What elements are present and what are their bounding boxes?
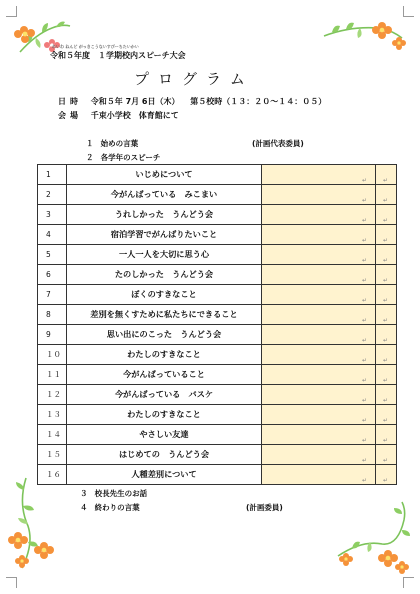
crop-mark-bottom-left — [6, 577, 17, 588]
speech-table-body — [38, 165, 397, 485]
table-row — [38, 225, 397, 245]
crop-mark-bottom-right — [403, 577, 414, 588]
speech-number: １１ — [38, 365, 67, 385]
cell-end-mark: ↵ — [382, 217, 388, 224]
speech-number: １５ — [38, 445, 67, 465]
cell-end-mark: ↵ — [361, 217, 367, 224]
cell-end-mark: ↵ — [361, 257, 367, 264]
cell-end-mark: ↵ — [382, 277, 388, 284]
speaker-class-cell — [262, 365, 376, 385]
speaker-name-cell — [376, 225, 397, 245]
flower-decoration-bottom-left-icon — [8, 474, 70, 574]
agenda-responsible: (計画委員) — [246, 503, 283, 512]
place-value: 千束小学校 体育館にて — [90, 111, 179, 120]
speech-title: 一人一人を大切に思う心 — [67, 245, 262, 265]
table-row — [38, 405, 397, 425]
agenda-item-opening — [86, 138, 386, 149]
speaker-name-cell — [376, 445, 397, 465]
cell-end-mark: ↵ — [382, 437, 388, 444]
table-row — [38, 465, 397, 485]
speaker-name-cell — [376, 425, 397, 445]
speaker-class-cell — [262, 185, 376, 205]
speech-title: 今がんばっていること — [67, 365, 262, 385]
agenda-number: １ — [86, 139, 94, 148]
agenda-number: ２ — [86, 153, 94, 162]
speaker-class-cell — [262, 385, 376, 405]
date-info-row — [58, 96, 326, 107]
table-row — [38, 325, 397, 345]
speech-number: 8 — [38, 305, 67, 325]
agenda-item-principal-talk — [80, 488, 147, 499]
speaker-name-cell — [376, 285, 397, 305]
period-value: 第５校時（１３：２０～１４：０５） — [190, 97, 327, 106]
flower-decoration-top-right-icon — [322, 14, 408, 54]
speech-number: 9 — [38, 325, 67, 345]
table-row — [38, 385, 397, 405]
speaker-class-cell — [262, 325, 376, 345]
speaker-name-cell — [376, 165, 397, 185]
table-row — [38, 165, 397, 185]
speech-number: 1 — [38, 165, 67, 185]
speaker-name-cell — [376, 365, 397, 385]
cell-end-mark: ↵ — [382, 417, 388, 424]
date-value: 令和５年 7月 6日（木） — [90, 97, 180, 106]
speaker-name-cell — [376, 345, 397, 365]
speech-title: いじめについて — [67, 165, 262, 185]
cell-end-mark: ↵ — [382, 457, 388, 464]
cell-end-mark: ↵ — [382, 477, 388, 484]
speech-title: うれしかった うんどう会 — [67, 205, 262, 225]
speaker-name-cell — [376, 185, 397, 205]
cell-end-mark: ↵ — [361, 337, 367, 344]
speech-table — [37, 164, 397, 485]
cell-end-mark: ↵ — [361, 457, 367, 464]
speaker-name-cell — [376, 265, 397, 285]
event-title-text: 令和５年度 １学期校内スピーチ大会 — [50, 51, 186, 60]
agenda-text: 始めの言葉 — [100, 139, 139, 148]
cell-end-mark: ↵ — [361, 417, 367, 424]
speech-number: 6 — [38, 265, 67, 285]
cell-end-mark: ↵ — [382, 377, 388, 384]
speech-number: 5 — [38, 245, 67, 265]
speech-title: たのしかった うんどう会 — [67, 265, 262, 285]
speech-title: やさしい友達 — [67, 425, 262, 445]
cell-end-mark: ↵ — [361, 377, 367, 384]
cell-end-mark: ↵ — [361, 237, 367, 244]
cell-end-mark: ↵ — [361, 177, 367, 184]
speaker-class-cell — [262, 345, 376, 365]
speech-title: ぼくのすきなこと — [67, 285, 262, 305]
table-row — [38, 365, 397, 385]
cell-end-mark: ↵ — [361, 277, 367, 284]
speech-number: 4 — [38, 225, 67, 245]
speech-title: 差別を無くすために私たちにできること — [67, 305, 262, 325]
speaker-class-cell — [262, 285, 376, 305]
speech-number: 2 — [38, 185, 67, 205]
program-title: プログラム — [134, 70, 254, 88]
place-label: 会場 — [58, 111, 82, 120]
cell-end-mark: ↵ — [382, 197, 388, 204]
cell-end-mark: ↵ — [361, 197, 367, 204]
agenda-item-closing — [80, 502, 380, 513]
place-info-row — [58, 110, 179, 121]
speaker-class-cell — [262, 445, 376, 465]
speaker-class-cell — [262, 205, 376, 225]
speaker-name-cell — [376, 465, 397, 485]
cell-end-mark: ↵ — [361, 437, 367, 444]
speaker-class-cell — [262, 265, 376, 285]
agenda-text: 校長先生のお話 — [94, 489, 148, 498]
agenda-number: ３ — [80, 489, 88, 498]
speaker-name-cell — [376, 405, 397, 425]
cell-end-mark: ↵ — [361, 397, 367, 404]
speaker-class-cell — [262, 245, 376, 265]
cell-end-mark: ↵ — [361, 297, 367, 304]
cell-end-mark: ↵ — [382, 317, 388, 324]
speaker-class-cell — [262, 405, 376, 425]
cell-end-mark: ↵ — [382, 397, 388, 404]
agenda-responsible: (計画代表委員) — [252, 139, 304, 148]
table-row — [38, 305, 397, 325]
table-row — [38, 265, 397, 285]
speaker-name-cell — [376, 205, 397, 225]
cell-end-mark: ↵ — [382, 357, 388, 364]
speaker-class-cell — [262, 305, 376, 325]
event-title — [50, 44, 186, 61]
date-label: 日時 — [58, 97, 82, 106]
table-row — [38, 205, 397, 225]
cell-end-mark: ↵ — [382, 177, 388, 184]
table-row — [38, 285, 397, 305]
speech-title: わたしのすきなこと — [67, 405, 262, 425]
cell-end-mark: ↵ — [361, 317, 367, 324]
speaker-class-cell — [262, 225, 376, 245]
agenda-number: ４ — [80, 503, 88, 512]
agenda-text: 終わりの言葉 — [94, 503, 140, 512]
table-row — [38, 445, 397, 465]
speech-title: はじめての うんどう会 — [67, 445, 262, 465]
speech-number: １４ — [38, 425, 67, 445]
speech-title: 思い出にのこった うんどう会 — [67, 325, 262, 345]
cell-end-mark: ↵ — [382, 237, 388, 244]
speech-number: 3 — [38, 205, 67, 225]
agenda-item-speeches — [86, 152, 160, 163]
speech-number: １３ — [38, 405, 67, 425]
cell-end-mark: ↵ — [382, 337, 388, 344]
speech-title: 人種差別について — [67, 465, 262, 485]
speech-title: 今がんばっている みこまい — [67, 185, 262, 205]
cell-end-mark: ↵ — [382, 297, 388, 304]
speaker-name-cell — [376, 385, 397, 405]
speech-number: １０ — [38, 345, 67, 365]
table-row — [38, 185, 397, 205]
speech-number: 7 — [38, 285, 67, 305]
speech-number: １６ — [38, 465, 67, 485]
event-title-ruby: れいわ ねんど がっきこうないすぴーちたいかい — [52, 44, 139, 49]
table-row — [38, 245, 397, 265]
agenda-text: 各学年のスピーチ — [100, 153, 161, 162]
cell-end-mark: ↵ — [361, 357, 367, 364]
speaker-name-cell — [376, 305, 397, 325]
speaker-class-cell — [262, 425, 376, 445]
cell-end-mark: ↵ — [361, 477, 367, 484]
speech-title: 今がんばっている バスケ — [67, 385, 262, 405]
cell-end-mark: ↵ — [382, 257, 388, 264]
speech-number: １２ — [38, 385, 67, 405]
speech-title: 宿泊学習でがんばりたいこと — [67, 225, 262, 245]
speaker-name-cell — [376, 245, 397, 265]
speaker-name-cell — [376, 325, 397, 345]
speaker-class-cell — [262, 165, 376, 185]
speech-title: わたしのすきなこと — [67, 345, 262, 365]
table-row — [38, 425, 397, 445]
table-row — [38, 345, 397, 365]
speaker-class-cell — [262, 465, 376, 485]
